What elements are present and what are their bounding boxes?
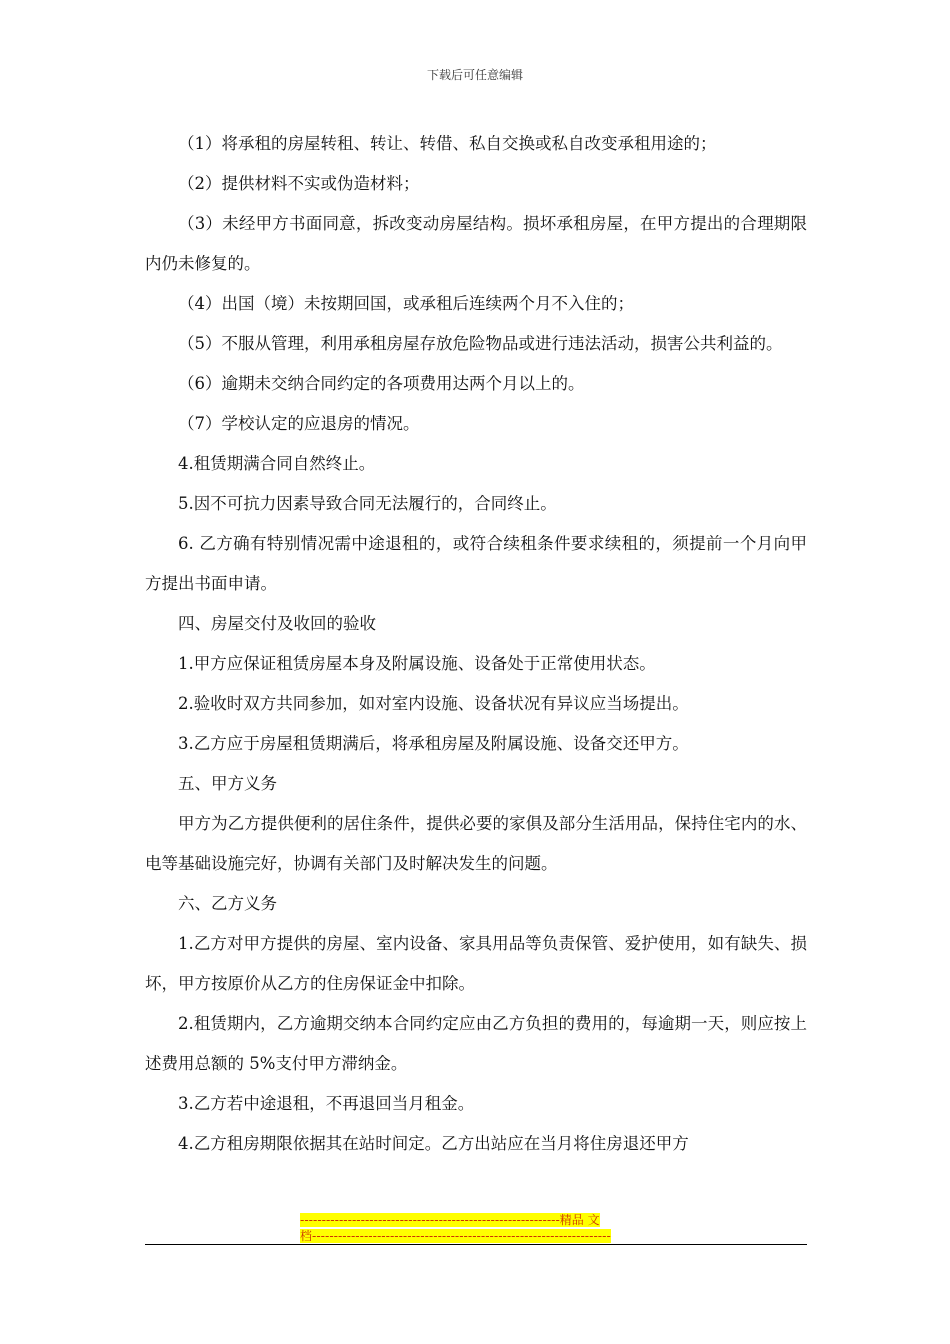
paragraph: （7）学校认定的应退房的情况。 <box>178 414 420 433</box>
paragraph: （5）不服从管理，利用承租房屋存放危险物品或进行违法活动，损害公共利益的。 <box>178 334 783 353</box>
paragraph: （2）提供材料不实或伪造材料； <box>178 174 420 193</box>
header-note: 下载后可任意编辑 <box>426 68 523 82</box>
paragraph: 3.乙方若中途退租，不再退回当月租金。 <box>178 1094 475 1113</box>
paragraph: （4）出国（境）未按期回国，或承租后连续两个月不入住的； <box>178 294 634 313</box>
section-heading: 四、房屋交付及收回的验收 <box>178 614 376 633</box>
paragraph: 3.乙方应于房屋租赁期满后，将承租房屋及附属设施、设备交还甲方。 <box>178 734 689 753</box>
footer-watermark-line: 档--------------------------------------------------------------------- <box>300 1229 611 1243</box>
paragraph: 2.验收时双方共同参加，如对室内设施、设备状况有异议应当场提出。 <box>178 694 689 713</box>
document-body <box>145 124 807 1164</box>
paragraph: 1.乙方对甲方提供的房屋、室内设备、家具用品等负责保管、爱护使用，如有缺失、损坏，甲方按原价从乙方的住房保证金中扣除。 <box>145 934 807 993</box>
paragraph: 4.乙方租房期限依据其在站时间定。乙方出站应在当月将住房退还甲方 <box>178 1134 689 1153</box>
paragraph: 4.租赁期满合同自然终止。 <box>178 454 376 473</box>
footer-watermark-line: ------------------------------------------------------------精品 文 <box>300 1213 600 1227</box>
paragraph: （3）未经甲方书面同意，拆改变动房屋结构。损坏承租房屋，在甲方提出的合理期限内仍未修复的。 <box>145 214 807 273</box>
footer-watermark <box>300 1212 650 1244</box>
paragraph: 2.租赁期内，乙方逾期交纳本合同约定应由乙方负担的费用的，每逾期一天，则应按上述费用总额的 5%支付甲方滞纳金。 <box>145 1014 807 1073</box>
section-heading: 五、甲方义务 <box>178 774 277 793</box>
paragraph: （6）逾期未交纳合同约定的各项费用达两个月以上的。 <box>178 374 585 393</box>
footer-divider <box>145 1244 807 1245</box>
paragraph: 1.甲方应保证租赁房屋本身及附属设施、设备处于正常使用状态。 <box>178 654 656 673</box>
paragraph: （1）将承租的房屋转租、转让、转借、私自交换或私自改变承租用途的； <box>178 134 717 153</box>
paragraph: 5.因不可抗力因素导致合同无法履行的，合同终止。 <box>178 494 557 513</box>
paragraph: 甲方为乙方提供便利的居住条件，提供必要的家俱及部分生活用品，保持住宅内的水、电等基础设施完好，协调有关部门及时解决发生的问题。 <box>145 814 807 873</box>
section-heading: 六、乙方义务 <box>178 894 277 913</box>
paragraph: 6. 乙方确有特别情况需中途退租的，或符合续租条件要求续租的，须提前一个月向甲方提出书面申请。 <box>145 534 807 593</box>
